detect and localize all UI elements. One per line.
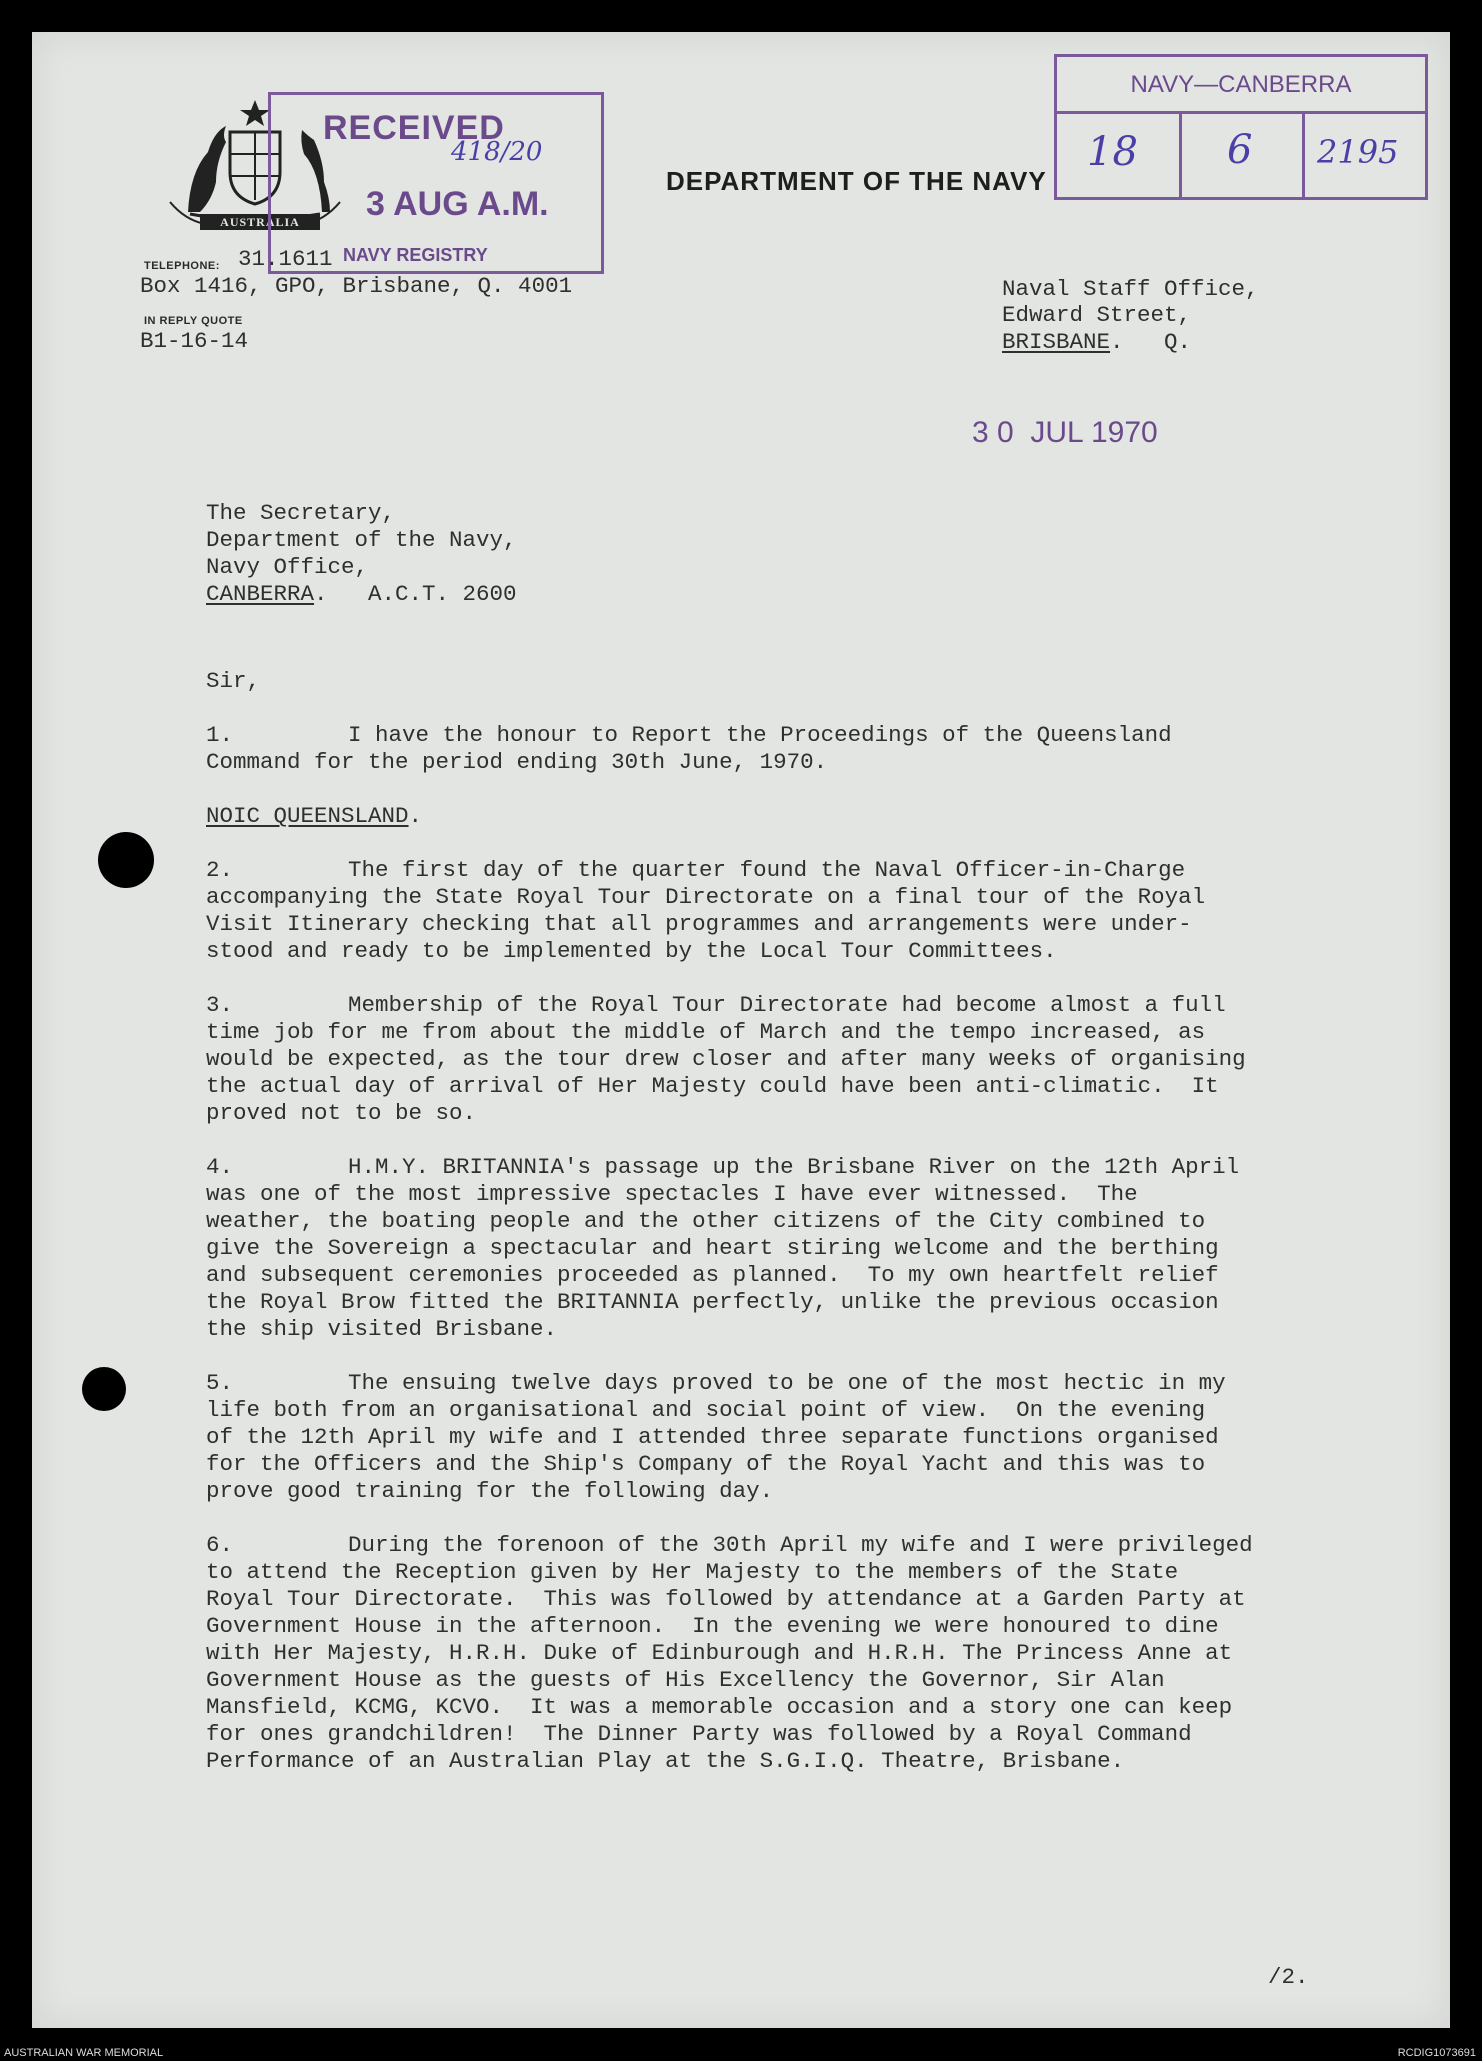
sender-box: Box 1416, GPO, Brisbane, Q. 4001 <box>140 273 573 299</box>
para-3-line-4: the actual day of arrival of Her Majesty could have been anti-climatic. It <box>206 1073 1219 1099</box>
punch-hole <box>98 832 154 888</box>
navy-stamp-cell-3: 2195 <box>1317 133 1399 171</box>
reference-number: B1-16-14 <box>140 328 249 354</box>
para-3-number: 3. <box>206 992 234 1018</box>
addressee-line-2: Department of the Navy, <box>206 527 517 553</box>
para-6-line-9: Performance of an Australian Play at the S.G.I.Q. Theatre, Brisbane. <box>206 1748 1125 1774</box>
para-6-number: 6. <box>206 1532 234 1558</box>
para-4-line-6: the Royal Brow fitted the BRITANNIA perfectly, unlike the previous occasion <box>206 1289 1219 1315</box>
punch-hole <box>82 1367 126 1411</box>
para-1-line-1: I have the honour to Report the Proceedings of the Queensland <box>348 722 1172 748</box>
addressee-line-3: Navy Office, <box>206 554 369 580</box>
letter-page: AUSTRALIA RECEIVED 418/20 3 AUG A.M. NAVY REGISTRY NAVY—CANBERRA 18 6 2195 DEPARTMENT OF THE NAVY TELEPHONE: 31.1611 Box 1416, GPO, Brisbane, Q. 4001 IN REPLY QUOTE B1-16-14 Naval Staff Office, Edward Street, BRISBANE. Q. 3 0 JUL 1970 The Secretary, Department of the Navy, Navy Office, CANBERRA. A.C.T. 2600 Sir, 1. I have the honour to Report the Proceedings of the Queensland Command for the period ending 30th June, 1970. NOIC QUEENSLAND. 2. The first day of the quarter found the Naval Officer-in-Charge accompanying the State Royal Tour Directorate on a final tour of the Royal Visit Itinerary checking that all programmes and arrangements were under- stood and ready to be implemented by the Local Tour Committees. 3. Membership of the Royal Tour Directorate had become almost a full time job for me from about the middle of March and the tempo increased, as would be expected, as the tour drew closer and after many weeks of organising the actual day of arrival of Her Majesty could have been anti-climatic. It proved not to be so. 4. H.M.Y. BRITANNIA's passage up the Brisbane River on the 12th April was one of the most impressive spectacles I have ever witnessed. The weather, the boating people and the other citizens of the City combined to give the Sovereign a spectacular and heart stiring welcome and the berthing and subsequent ceremonies proceeded as planned. To my own heartfelt relief the Royal Brow fitted the BRITANNIA perfectly, unlike the previous occasion the ship visited Brisbane. 5. The ensuing twelve days proved to be one of the most hectic in my life both from an organisational and social point of view. On the evening of the 12th April my wife and I attended three separate functions organised for the Officers and the Ship's Company of the Royal Yacht and this was to prove good training for the following day. 6. During the forenoon of the 30th April my wife and I were privileged to attend the Reception given by Her Majesty to the members of the State Royal Tour Directorate. This was followed by attendance at a Garden Party at Government House in the afternoon. In the evening we were honoured to dine with Her Majesty, H.R.H. Duke of Edinburough and H.R.H. The Princess Anne at Government House as the guests of His Excellency the Governor, Sir Alan Mansfield, KCMG, KCVO. It was a memorable occasion and a story one can keep for ones grandchildren! The Dinner Party was followed by a Royal Command Performance of an Australian Play at the S.G.I.Q. Theatre, Brisbane. /2. <box>32 32 1450 2028</box>
para-6-line-8: for ones grandchildren! The Dinner Party was followed by a Royal Command <box>206 1721 1192 1747</box>
para-6-line-4: Government House in the afternoon. In the evening we were honoured to dine <box>206 1613 1219 1639</box>
para-2-number: 2. <box>206 857 234 883</box>
navy-stamp-cell-1: 18 <box>1087 129 1138 175</box>
crest-label: AUSTRALIA <box>200 214 320 230</box>
para-6-line-6: Government House as the guests of His Excellency the Governor, Sir Alan <box>206 1667 1165 1693</box>
received-stamp-registry: NAVY REGISTRY <box>343 245 488 265</box>
para-2-line-2: accompanying the State Royal Tour Directorate on a final tour of the Royal <box>206 884 1206 910</box>
received-stamp-date: 3 AUG A.M. <box>366 185 549 223</box>
para-6-line-3: Royal Tour Directorate. This was followed by attendance at a Garden Party at <box>206 1586 1246 1612</box>
para-4-line-3: weather, the boating people and the other citizens of the City combined to <box>206 1208 1206 1234</box>
para-4-line-4: give the Sovereign a spectacular and heart stiring welcome and the berthing <box>206 1235 1219 1261</box>
para-3-line-1: Membership of the Royal Tour Directorate had become almost a full <box>348 992 1226 1018</box>
para-5-line-4: for the Officers and the Ship's Company of the Royal Yacht and this was to <box>206 1451 1206 1477</box>
para-4-line-1: H.M.Y. BRITANNIA's passage up the Brisbane River on the 12th April <box>348 1154 1240 1180</box>
para-4-line-7: the ship visited Brisbane. <box>206 1316 558 1342</box>
department-heading: DEPARTMENT OF THE NAVY <box>666 166 1047 196</box>
telephone-number: 31.1611 <box>238 246 333 272</box>
para-6-line-7: Mansfield, KCMG, KCVO. It was a memorable occasion and a story one can keep <box>206 1694 1233 1720</box>
para-4-line-5: and subsequent ceremonies proceeded as planned. To my own heartfelt relief <box>206 1262 1219 1288</box>
para-5-line-2: life both from an organisational and social point of view. On the evening <box>206 1397 1206 1423</box>
footer-id: RCDIG1073691 <box>1397 2047 1476 2059</box>
received-stamp-title: RECEIVED <box>323 109 505 147</box>
para-3-line-2: time job for me from about the middle of March and the tempo increased, as <box>206 1019 1206 1045</box>
para-2-line-3: Visit Itinerary checking that all programmes and arrangements were under- <box>206 911 1192 937</box>
para-5-number: 5. <box>206 1370 234 1396</box>
para-6-line-2: to attend the Reception given by Her Majesty to the members of the State <box>206 1559 1179 1585</box>
para-6-line-1: During the forenoon of the 30th April my wife and I were privileged <box>348 1532 1253 1558</box>
para-2-line-4: stood and ready to be implemented by the Local Tour Committees. <box>206 938 1057 964</box>
footer-source: AUSTRALIAN WAR MEMORIAL <box>4 2047 164 2059</box>
navy-canberra-stamp <box>1054 54 1428 200</box>
received-handwritten-number: 418/20 <box>451 137 543 167</box>
addressee-city: CANBERRA <box>206 581 315 607</box>
para-4-line-2: was one of the most impressive spectacles I have ever witnessed. The <box>206 1181 1138 1207</box>
office-state: . Q. <box>1110 329 1192 355</box>
para-5-line-3: of the 12th April my wife and I attended three separate functions organised <box>206 1424 1219 1450</box>
telephone-label: TELEPHONE: <box>144 260 220 272</box>
addressee-line-1: The Secretary, <box>206 500 396 526</box>
salutation: Sir, <box>206 668 261 694</box>
page-number: /2. <box>1268 1964 1309 1990</box>
para-5-line-5: prove good training for the following day. <box>206 1478 774 1504</box>
navy-stamp-title: NAVY—CANBERRA <box>1130 71 1352 98</box>
reply-label: IN REPLY QUOTE <box>144 315 243 327</box>
para-3-line-5: proved not to be so. <box>206 1100 477 1126</box>
para-2-line-1: The first day of the quarter found the Naval Officer-in-Charge <box>348 857 1186 883</box>
para-3-line-3: would be expected, as the tour drew closer and after many weeks of organising <box>206 1046 1246 1072</box>
office-city: BRISBANE <box>1002 329 1111 355</box>
para-6-line-5: with Her Majesty, H.R.H. Duke of Edinburough and H.R.H. The Princess Anne at <box>206 1640 1233 1666</box>
para-1-number: 1. <box>206 722 234 748</box>
section-heading: NOIC QUEENSLAND <box>206 803 409 829</box>
navy-stamp-cell-2: 6 <box>1227 127 1253 173</box>
para-5-line-1: The ensuing twelve days proved to be one of the most hectic in my <box>348 1370 1226 1396</box>
office-line-2: Edward Street, <box>1002 302 1192 328</box>
para-4-number: 4. <box>206 1154 234 1180</box>
para-1-line-2: Command for the period ending 30th June, 1970. <box>206 749 828 775</box>
addressee-rest: . A.C.T. 2600 <box>314 581 517 607</box>
office-line-1: Naval Staff Office, <box>1002 276 1259 302</box>
date-stamp: 3 0 JUL 1970 <box>972 416 1158 449</box>
